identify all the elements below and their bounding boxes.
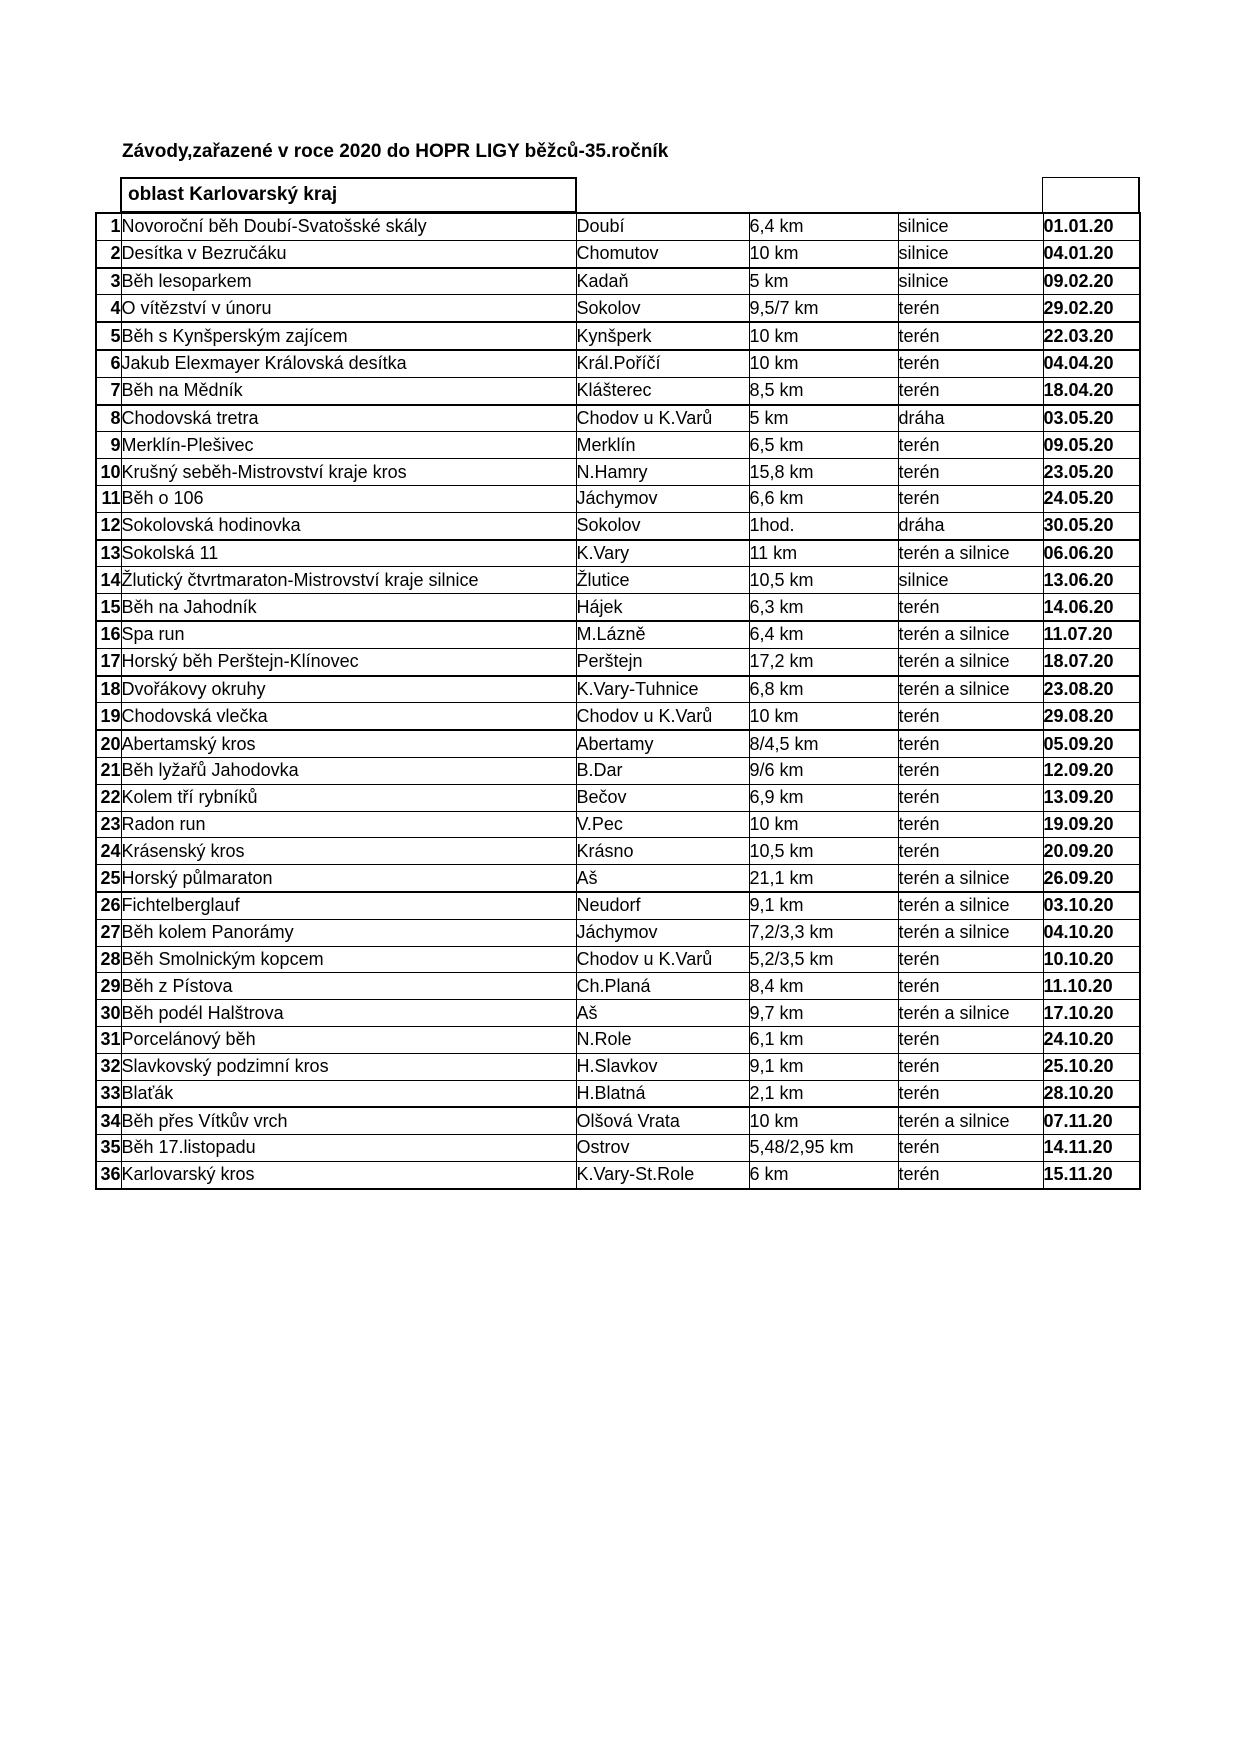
row-number-cell: 30 <box>96 1000 121 1027</box>
race-place-cell: Jáchymov <box>576 919 749 946</box>
race-name-cell: Běh lyžařů Jahodovka <box>121 757 576 784</box>
race-name-cell: Karlovarský kros <box>121 1161 576 1188</box>
race-date-cell: 12.09.20 <box>1043 757 1140 784</box>
race-distance-cell: 10 km <box>749 1107 898 1134</box>
row-number-cell: 4 <box>96 295 121 322</box>
race-place-cell: H.Blatná <box>576 1080 749 1107</box>
race-surface-cell: terén a silnice <box>898 648 1043 675</box>
race-surface-cell: terén a silnice <box>898 676 1043 703</box>
table-row <box>96 1053 1140 1080</box>
race-place-cell: H.Slavkov <box>576 1053 749 1080</box>
table-row <box>96 213 1140 240</box>
race-date-cell: 11.10.20 <box>1043 973 1140 1000</box>
table-row <box>96 459 1140 486</box>
table-row <box>96 268 1140 295</box>
race-surface-cell: terén a silnice <box>898 892 1043 919</box>
race-name-cell: O vítězství v únoru <box>121 295 576 322</box>
race-name-cell: Sokolovská hodinovka <box>121 512 576 539</box>
row-number-cell: 27 <box>96 919 121 946</box>
race-date-cell: 18.04.20 <box>1043 377 1140 404</box>
race-distance-cell: 6,4 km <box>749 213 898 240</box>
race-surface-cell: terén a silnice <box>898 1107 1043 1134</box>
race-surface-cell: terén a silnice <box>898 621 1043 648</box>
row-number-cell: 24 <box>96 838 121 865</box>
race-name-cell: Jakub Elexmayer Královská desítka <box>121 350 576 377</box>
table-row <box>96 295 1140 322</box>
page-title: Závody,zařazené v roce 2020 do HOPR LIGY běžců-35.ročník <box>122 141 669 162</box>
race-surface-cell: terén <box>898 1135 1043 1162</box>
race-name-cell: Abertamský kros <box>121 730 576 757</box>
race-distance-cell: 10 km <box>749 240 898 267</box>
race-surface-cell: terén a silnice <box>898 865 1043 892</box>
race-place-cell: N.Hamry <box>576 459 749 486</box>
race-date-cell: 09.02.20 <box>1043 268 1140 295</box>
table-row <box>96 485 1140 512</box>
row-number-cell: 3 <box>96 268 121 295</box>
race-place-cell: Ostrov <box>576 1135 749 1162</box>
race-distance-cell: 9,1 km <box>749 1053 898 1080</box>
table-row <box>96 892 1140 919</box>
row-number-cell: 6 <box>96 350 121 377</box>
race-surface-cell: terén a silnice <box>898 1000 1043 1027</box>
race-name-cell: Fichtelberglauf <box>121 892 576 919</box>
race-surface-cell: terén <box>898 1026 1043 1053</box>
race-surface-cell: terén a silnice <box>898 540 1043 567</box>
race-date-cell: 04.01.20 <box>1043 240 1140 267</box>
race-date-cell: 25.10.20 <box>1043 1053 1140 1080</box>
race-place-cell: Kadaň <box>576 268 749 295</box>
race-surface-cell: terén <box>898 730 1043 757</box>
race-name-cell: Běh o 106 <box>121 485 576 512</box>
race-date-cell: 13.09.20 <box>1043 784 1140 811</box>
row-number-cell: 8 <box>96 405 121 432</box>
race-distance-cell: 21,1 km <box>749 865 898 892</box>
race-place-cell: Bečov <box>576 784 749 811</box>
race-name-cell: Běh 17.listopadu <box>121 1135 576 1162</box>
race-surface-cell: terén <box>898 757 1043 784</box>
race-place-cell: Aš <box>576 865 749 892</box>
race-distance-cell: 5,48/2,95 km <box>749 1135 898 1162</box>
race-name-cell: Merklín-Plešivec <box>121 432 576 459</box>
row-number-cell: 11 <box>96 485 121 512</box>
race-name-cell: Porcelánový běh <box>121 1026 576 1053</box>
race-name-cell: Sokolská 11 <box>121 540 576 567</box>
race-date-cell: 06.06.20 <box>1043 540 1140 567</box>
table-row <box>96 676 1140 703</box>
race-surface-cell: terén <box>898 946 1043 973</box>
race-surface-cell: terén <box>898 459 1043 486</box>
race-name-cell: Chodovská vlečka <box>121 703 576 730</box>
race-place-cell: K.Vary-Tuhnice <box>576 676 749 703</box>
table-row <box>96 1135 1140 1162</box>
race-date-cell: 03.10.20 <box>1043 892 1140 919</box>
race-place-cell: Sokolov <box>576 512 749 539</box>
race-name-cell: Dvořákovy okruhy <box>121 676 576 703</box>
race-distance-cell: 5 km <box>749 405 898 432</box>
race-distance-cell: 6,9 km <box>749 784 898 811</box>
race-distance-cell: 10 km <box>749 350 898 377</box>
race-date-cell: 18.07.20 <box>1043 648 1140 675</box>
row-number-cell: 26 <box>96 892 121 919</box>
row-number-cell: 12 <box>96 512 121 539</box>
table-row <box>96 240 1140 267</box>
race-date-cell: 17.10.20 <box>1043 1000 1140 1027</box>
row-number-cell: 35 <box>96 1135 121 1162</box>
race-surface-cell: terén <box>898 1161 1043 1188</box>
table-row <box>96 865 1140 892</box>
row-number-cell: 33 <box>96 1080 121 1107</box>
race-place-cell: Kynšperk <box>576 322 749 350</box>
race-place-cell: Abertamy <box>576 730 749 757</box>
race-place-cell: Krásno <box>576 838 749 865</box>
race-surface-cell: silnice <box>898 567 1043 594</box>
race-distance-cell: 7,2/3,3 km <box>749 919 898 946</box>
race-distance-cell: 10 km <box>749 811 898 838</box>
region-header: oblast Karlovarský kraj <box>120 177 577 213</box>
race-date-cell: 14.11.20 <box>1043 1135 1140 1162</box>
row-number-cell: 7 <box>96 377 121 404</box>
race-date-cell: 09.05.20 <box>1043 432 1140 459</box>
race-distance-cell: 10 km <box>749 703 898 730</box>
race-place-cell: Klášterec <box>576 377 749 404</box>
race-date-cell: 30.05.20 <box>1043 512 1140 539</box>
date-column-header-cell <box>1042 177 1140 213</box>
race-place-cell: Perštejn <box>576 648 749 675</box>
race-distance-cell: 6,5 km <box>749 432 898 459</box>
table-row <box>96 512 1140 539</box>
race-distance-cell: 6,8 km <box>749 676 898 703</box>
races-table <box>95 212 1141 1190</box>
race-distance-cell: 6,3 km <box>749 594 898 621</box>
race-distance-cell: 6 km <box>749 1161 898 1188</box>
race-place-cell: Olšová Vrata <box>576 1107 749 1134</box>
race-distance-cell: 9/6 km <box>749 757 898 784</box>
race-date-cell: 20.09.20 <box>1043 838 1140 865</box>
row-number-cell: 5 <box>96 322 121 350</box>
race-surface-cell: terén <box>898 1080 1043 1107</box>
race-place-cell: Merklín <box>576 432 749 459</box>
race-date-cell: 26.09.20 <box>1043 865 1140 892</box>
row-number-cell: 22 <box>96 784 121 811</box>
table-row <box>96 1000 1140 1027</box>
race-distance-cell: 6,6 km <box>749 485 898 512</box>
row-number-cell: 21 <box>96 757 121 784</box>
race-name-cell: Desítka v Bezručáku <box>121 240 576 267</box>
race-distance-cell: 6,1 km <box>749 1026 898 1053</box>
row-number-cell: 15 <box>96 594 121 621</box>
races-table-body <box>96 213 1140 1189</box>
race-place-cell: Ch.Planá <box>576 973 749 1000</box>
row-number-cell: 32 <box>96 1053 121 1080</box>
race-place-cell: Hájek <box>576 594 749 621</box>
race-date-cell: 29.02.20 <box>1043 295 1140 322</box>
race-surface-cell: terén <box>898 784 1043 811</box>
row-number-cell: 23 <box>96 811 121 838</box>
race-date-cell: 28.10.20 <box>1043 1080 1140 1107</box>
race-surface-cell: terén <box>898 811 1043 838</box>
race-name-cell: Blaťák <box>121 1080 576 1107</box>
race-name-cell: Chodovská tretra <box>121 405 576 432</box>
race-surface-cell: silnice <box>898 213 1043 240</box>
race-name-cell: Spa run <box>121 621 576 648</box>
race-date-cell: 22.03.20 <box>1043 322 1140 350</box>
race-distance-cell: 10,5 km <box>749 838 898 865</box>
table-row <box>96 1026 1140 1053</box>
race-surface-cell: terén <box>898 377 1043 404</box>
race-surface-cell: terén <box>898 838 1043 865</box>
race-surface-cell: silnice <box>898 268 1043 295</box>
race-place-cell: Doubí <box>576 213 749 240</box>
table-row <box>96 350 1140 377</box>
row-number-cell: 31 <box>96 1026 121 1053</box>
table-row <box>96 322 1140 350</box>
race-date-cell: 24.10.20 <box>1043 1026 1140 1053</box>
race-place-cell: Aš <box>576 1000 749 1027</box>
race-name-cell: Žlutický čtvrtmaraton-Mistrovství kraje silnice <box>121 567 576 594</box>
race-place-cell: Jáchymov <box>576 485 749 512</box>
race-place-cell: Král.Poříčí <box>576 350 749 377</box>
table-row <box>96 432 1140 459</box>
race-date-cell: 13.06.20 <box>1043 567 1140 594</box>
row-number-cell: 20 <box>96 730 121 757</box>
race-place-cell: Chodov u K.Varů <box>576 405 749 432</box>
table-row <box>96 405 1140 432</box>
row-number-cell: 13 <box>96 540 121 567</box>
row-number-cell: 2 <box>96 240 121 267</box>
row-number-cell: 25 <box>96 865 121 892</box>
row-number-cell: 1 <box>96 213 121 240</box>
table-row <box>96 1080 1140 1107</box>
race-place-cell: K.Vary <box>576 540 749 567</box>
race-date-cell: 24.05.20 <box>1043 485 1140 512</box>
race-date-cell: 05.09.20 <box>1043 730 1140 757</box>
race-date-cell: 01.01.20 <box>1043 213 1140 240</box>
race-date-cell: 29.08.20 <box>1043 703 1140 730</box>
row-number-cell: 34 <box>96 1107 121 1134</box>
race-name-cell: Kolem tří rybníků <box>121 784 576 811</box>
table-row <box>96 973 1140 1000</box>
race-surface-cell: terén <box>898 350 1043 377</box>
table-row <box>96 567 1140 594</box>
table-row <box>96 757 1140 784</box>
race-distance-cell: 8,5 km <box>749 377 898 404</box>
table-row <box>96 838 1140 865</box>
race-surface-cell: terén <box>898 432 1043 459</box>
race-surface-cell: terén <box>898 973 1043 1000</box>
race-surface-cell: silnice <box>898 240 1043 267</box>
table-row <box>96 946 1140 973</box>
race-surface-cell: terén <box>898 1053 1043 1080</box>
race-date-cell: 03.05.20 <box>1043 405 1140 432</box>
race-name-cell: Běh lesoparkem <box>121 268 576 295</box>
race-date-cell: 23.08.20 <box>1043 676 1140 703</box>
race-distance-cell: 9,7 km <box>749 1000 898 1027</box>
race-name-cell: Radon run <box>121 811 576 838</box>
race-name-cell: Běh na Jahodník <box>121 594 576 621</box>
table-row <box>96 1161 1140 1188</box>
race-name-cell: Běh kolem Panorámy <box>121 919 576 946</box>
table-row <box>96 621 1140 648</box>
table-row <box>96 594 1140 621</box>
race-date-cell: 14.06.20 <box>1043 594 1140 621</box>
table-row <box>96 540 1140 567</box>
race-place-cell: V.Pec <box>576 811 749 838</box>
row-number-cell: 16 <box>96 621 121 648</box>
race-date-cell: 04.10.20 <box>1043 919 1140 946</box>
race-distance-cell: 17,2 km <box>749 648 898 675</box>
race-place-cell: B.Dar <box>576 757 749 784</box>
race-name-cell: Krásenský kros <box>121 838 576 865</box>
race-distance-cell: 9,5/7 km <box>749 295 898 322</box>
race-date-cell: 10.10.20 <box>1043 946 1140 973</box>
race-surface-cell: terén <box>898 594 1043 621</box>
table-row <box>96 703 1140 730</box>
race-distance-cell: 10 km <box>749 322 898 350</box>
race-place-cell: Neudorf <box>576 892 749 919</box>
race-name-cell: Běh přes Vítkův vrch <box>121 1107 576 1134</box>
table-row <box>96 811 1140 838</box>
race-name-cell: Horský běh Perštejn-Klínovec <box>121 648 576 675</box>
race-surface-cell: terén <box>898 703 1043 730</box>
table-row <box>96 784 1140 811</box>
row-number-cell: 17 <box>96 648 121 675</box>
race-surface-cell: terén <box>898 322 1043 350</box>
race-name-cell: Běh na Mědník <box>121 377 576 404</box>
race-name-cell: Běh podél Halštrova <box>121 1000 576 1027</box>
race-place-cell: Chodov u K.Varů <box>576 703 749 730</box>
race-date-cell: 15.11.20 <box>1043 1161 1140 1188</box>
table-row <box>96 730 1140 757</box>
race-place-cell: N.Role <box>576 1026 749 1053</box>
race-surface-cell: dráha <box>898 405 1043 432</box>
race-name-cell: Krušný seběh-Mistrovství kraje kros <box>121 459 576 486</box>
race-name-cell: Slavkovský podzimní kros <box>121 1053 576 1080</box>
race-distance-cell: 11 km <box>749 540 898 567</box>
race-distance-cell: 1hod. <box>749 512 898 539</box>
race-place-cell: M.Lázně <box>576 621 749 648</box>
table-row <box>96 648 1140 675</box>
race-date-cell: 04.04.20 <box>1043 350 1140 377</box>
table-row <box>96 919 1140 946</box>
row-number-cell: 18 <box>96 676 121 703</box>
race-distance-cell: 9,1 km <box>749 892 898 919</box>
race-distance-cell: 5,2/3,5 km <box>749 946 898 973</box>
race-date-cell: 19.09.20 <box>1043 811 1140 838</box>
race-date-cell: 07.11.20 <box>1043 1107 1140 1134</box>
row-number-cell: 28 <box>96 946 121 973</box>
race-date-cell: 23.05.20 <box>1043 459 1140 486</box>
race-place-cell: K.Vary-St.Role <box>576 1161 749 1188</box>
race-surface-cell: terén a silnice <box>898 919 1043 946</box>
race-name-cell: Běh s Kynšperským zajícem <box>121 322 576 350</box>
race-distance-cell: 6,4 km <box>749 621 898 648</box>
race-surface-cell: terén <box>898 485 1043 512</box>
race-name-cell: Běh Smolnickým kopcem <box>121 946 576 973</box>
row-number-cell: 36 <box>96 1161 121 1188</box>
row-number-cell: 9 <box>96 432 121 459</box>
race-place-cell: Chodov u K.Varů <box>576 946 749 973</box>
race-surface-cell: terén <box>898 295 1043 322</box>
race-name-cell: Horský půlmaraton <box>121 865 576 892</box>
race-distance-cell: 2,1 km <box>749 1080 898 1107</box>
race-name-cell: Novoroční běh Doubí-Svatošské skály <box>121 213 576 240</box>
race-surface-cell: dráha <box>898 512 1043 539</box>
row-number-cell: 29 <box>96 973 121 1000</box>
race-place-cell: Chomutov <box>576 240 749 267</box>
race-distance-cell: 8/4,5 km <box>749 730 898 757</box>
race-distance-cell: 8,4 km <box>749 973 898 1000</box>
race-place-cell: Sokolov <box>576 295 749 322</box>
row-number-cell: 19 <box>96 703 121 730</box>
table-row <box>96 1107 1140 1134</box>
race-name-cell: Běh z Pístova <box>121 973 576 1000</box>
race-place-cell: Žlutice <box>576 567 749 594</box>
table-row <box>96 377 1140 404</box>
row-number-cell: 14 <box>96 567 121 594</box>
race-distance-cell: 15,8 km <box>749 459 898 486</box>
race-distance-cell: 10,5 km <box>749 567 898 594</box>
race-distance-cell: 5 km <box>749 268 898 295</box>
row-number-cell: 10 <box>96 459 121 486</box>
race-date-cell: 11.07.20 <box>1043 621 1140 648</box>
